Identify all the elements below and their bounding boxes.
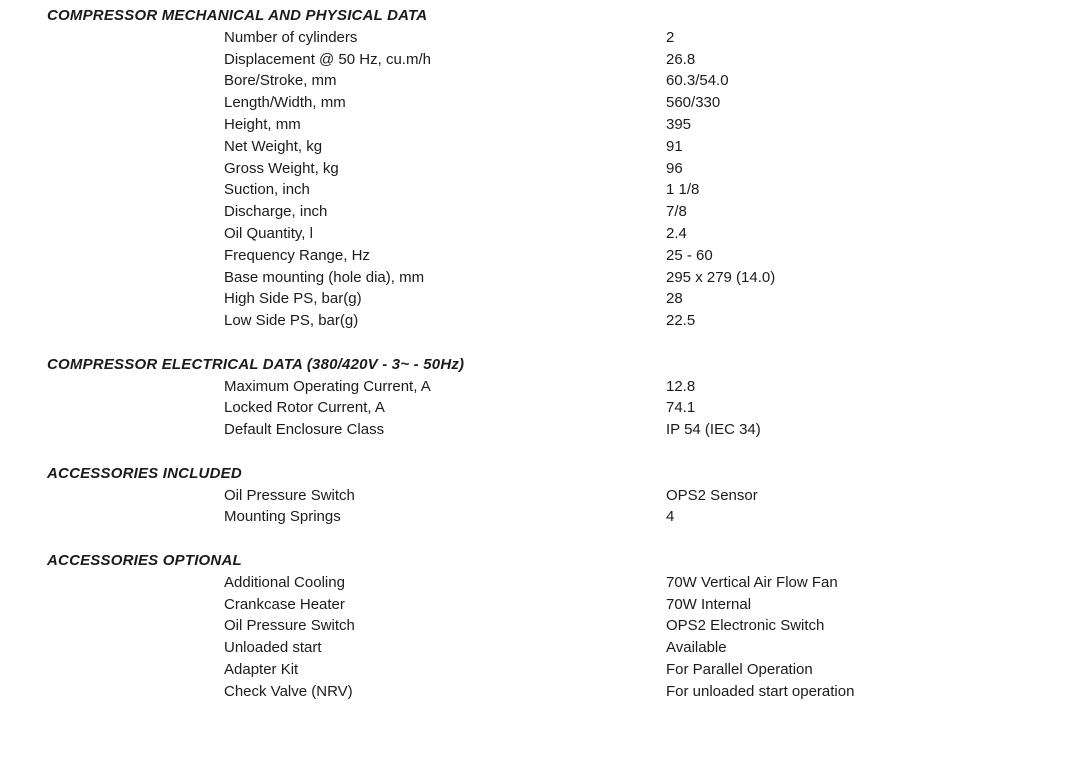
spec-label: Low Side PS, bar(g) (224, 312, 359, 330)
spec-row (47, 594, 1079, 616)
spec-row (47, 419, 1079, 441)
spec-label: Additional Cooling (224, 573, 345, 591)
spec-value: OPS2 Electronic Switch (666, 617, 825, 635)
section-heading: COMPRESSOR MECHANICAL AND PHYSICAL DATA (47, 7, 428, 24)
spec-value: 395 (666, 115, 692, 133)
spec-row (47, 114, 1079, 136)
spec-row (47, 310, 1079, 332)
datasheet-section (47, 354, 1079, 441)
spec-label: Locked Rotor Current, A (224, 399, 385, 417)
datasheet-section (47, 550, 1079, 703)
spec-value: 91 (666, 137, 683, 155)
spec-label: Height, mm (224, 115, 301, 133)
spec-value: Available (666, 639, 727, 657)
spec-label: Bore/Stroke, mm (224, 72, 337, 90)
spec-value: 1 1/8 (666, 181, 700, 199)
spec-value: 60.3/54.0 (666, 72, 729, 90)
spec-label: Check Valve (NRV) (224, 682, 353, 700)
spec-value: 2 (666, 28, 675, 46)
datasheet-section (47, 5, 1079, 332)
section-heading: COMPRESSOR ELECTRICAL DATA (380/420V - 3~ - 50Hz) (47, 355, 465, 373)
spec-row (47, 376, 1079, 398)
spec-label: Suction, inch (224, 181, 310, 199)
spec-row (47, 637, 1079, 659)
spec-value: 2.4 (666, 224, 687, 242)
section-heading: ACCESSORIES OPTIONAL (47, 551, 242, 569)
spec-row (47, 485, 1079, 507)
spec-label: Net Weight, kg (224, 137, 323, 155)
datasheet-section (47, 463, 1079, 528)
spec-label: Oil Pressure Switch (224, 486, 355, 504)
spec-value: 28 (666, 290, 683, 308)
spec-row (47, 27, 1079, 49)
spec-row (47, 245, 1079, 267)
spec-label: Unloaded start (224, 639, 322, 657)
section-heading: ACCESSORIES INCLUDED (47, 464, 242, 482)
spec-row (47, 49, 1079, 71)
spec-label: Number of cylinders (224, 28, 358, 46)
spec-row (47, 201, 1079, 223)
spec-label: High Side PS, bar(g) (224, 290, 362, 308)
spec-label: Maximum Operating Current, A (224, 377, 431, 395)
spec-row (47, 158, 1079, 180)
spec-value: IP 54 (IEC 34) (666, 421, 761, 439)
section-rows (47, 572, 1079, 703)
spec-value: For unloaded start operation (666, 682, 855, 700)
spec-value: 25 - 60 (666, 246, 713, 264)
spec-label: Length/Width, mm (224, 94, 346, 112)
spec-label: Frequency Range, Hz (224, 246, 370, 264)
spec-value: 12.8 (666, 377, 696, 395)
spec-label: Displacement @ 50 Hz, cu.m/h (224, 50, 431, 68)
spec-value: 22.5 (666, 312, 696, 330)
spec-label: Adapter Kit (224, 660, 299, 678)
spec-label: Crankcase Heater (224, 595, 345, 613)
spec-label: Base mounting (hole dia), mm (224, 268, 425, 286)
spec-label: Discharge, inch (224, 203, 328, 221)
spec-value: 295 x 279 (14.0) (666, 268, 776, 286)
spec-row (47, 179, 1079, 201)
spec-row (47, 70, 1079, 92)
spec-label: Oil Pressure Switch (224, 617, 355, 635)
spec-value: 560/330 (666, 94, 721, 112)
spec-row (47, 267, 1079, 289)
spec-value: For Parallel Operation (666, 660, 813, 678)
spec-value: 4 (666, 508, 675, 526)
spec-value: OPS2 Sensor (666, 486, 758, 504)
spec-label: Oil Quantity, l (224, 224, 313, 242)
spec-row (47, 136, 1079, 158)
spec-row (47, 506, 1079, 528)
spec-value: 96 (666, 159, 683, 177)
spec-value: 26.8 (666, 50, 696, 68)
spec-row (47, 397, 1079, 419)
section-rows (47, 376, 1079, 441)
spec-row (47, 681, 1079, 703)
spec-row (47, 659, 1079, 681)
spec-value: 70W Vertical Air Flow Fan (666, 573, 838, 591)
spec-row (47, 223, 1079, 245)
spec-row (47, 92, 1079, 114)
spec-label: Mounting Springs (224, 508, 341, 526)
spec-value: 74.1 (666, 399, 696, 417)
spec-label: Gross Weight, kg (224, 159, 339, 177)
section-rows (47, 485, 1079, 529)
spec-value: 7/8 (666, 203, 687, 221)
spec-row (47, 572, 1079, 594)
spec-value: 70W Internal (666, 595, 752, 613)
section-rows (47, 27, 1079, 332)
spec-row (47, 288, 1079, 310)
spec-row (47, 615, 1079, 637)
spec-label: Default Enclosure Class (224, 421, 385, 439)
